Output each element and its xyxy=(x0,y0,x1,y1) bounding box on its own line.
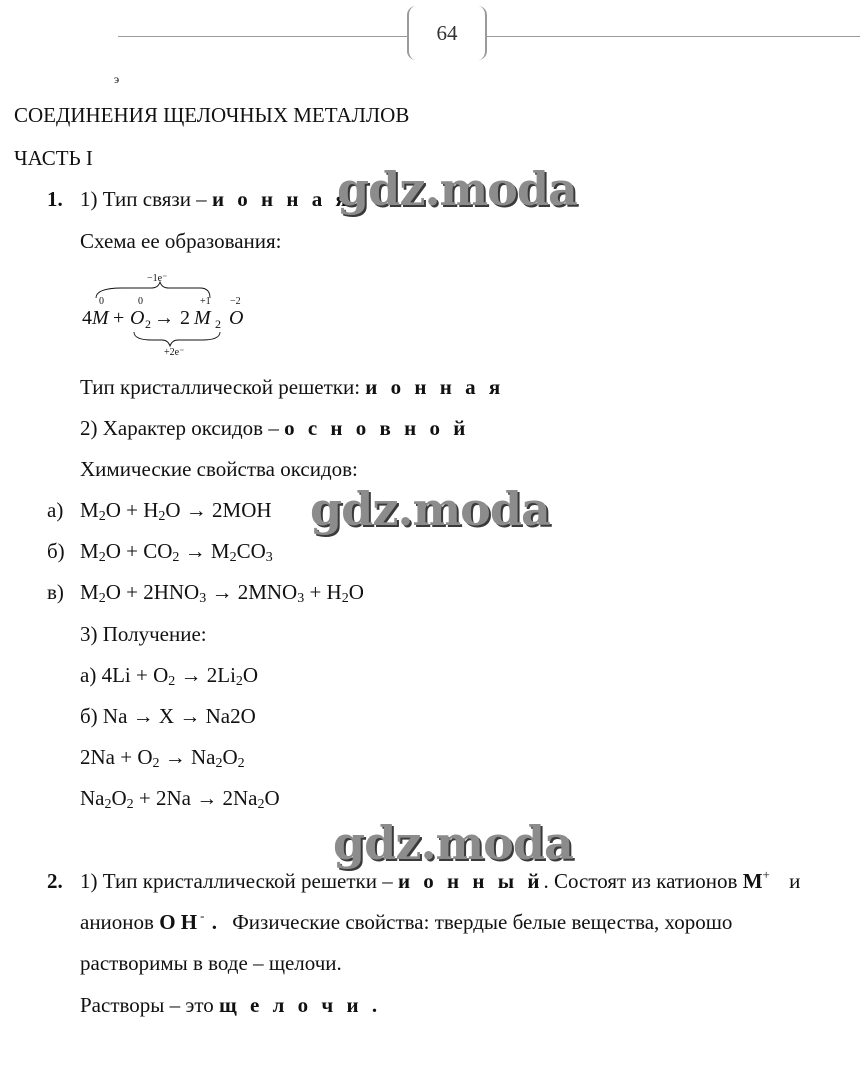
q2-line1-prefix: 1) Тип кристаллической решетки – xyxy=(80,869,393,893)
section-title: СОЕДИНЕНИЯ ЩЕЛОЧНЫХ МЕТАЛЛОВ xyxy=(14,103,410,127)
reaction-c: $M_2O + 2HNO_3 \to 2MNO_3 + H_2O$ xyxy=(80,580,364,606)
scheme-o: O xyxy=(130,307,145,329)
page-number: 64 xyxy=(436,21,458,45)
q1-lattice-type: и о н н а я xyxy=(365,375,505,399)
header-rule-right xyxy=(487,36,860,37)
electron-transfer-scheme xyxy=(82,270,252,360)
q1-oxide-prefix: 2) Характер оксидов – xyxy=(80,416,279,440)
q2-anion: O H xyxy=(159,910,198,934)
q1-oxide-type: о с н о в н о й xyxy=(284,416,470,440)
q2-line2-dot: . xyxy=(211,910,217,934)
q2-line4-prefix: Растворы – это xyxy=(80,993,214,1017)
scheme-ox-m-right: +1 xyxy=(200,296,211,307)
q1-bond-prefix: 1) Тип связи – xyxy=(80,187,207,211)
q2-anion-charge: - xyxy=(200,908,205,923)
q2-line1-mid: . Состоят из катионов xyxy=(543,869,738,893)
header-rule-left xyxy=(118,36,407,37)
watermark-1: gdz.moda xyxy=(337,162,577,216)
obtain-a-marker: а) xyxy=(80,663,97,687)
scheme-o-sub: 2 xyxy=(145,317,151,331)
scheme-coef-m: 4 xyxy=(82,307,92,329)
q2-line-1 xyxy=(80,867,801,893)
q1-lattice-line xyxy=(80,377,504,398)
stray-mark: э xyxy=(114,72,120,86)
q1-bond-line xyxy=(80,189,351,210)
watermark-2: gdz.moda xyxy=(310,482,550,536)
reaction-b-marker: б) xyxy=(47,539,65,563)
q2-line1-end: и xyxy=(789,869,801,893)
q1-props-label: Химические свойства оксидов: xyxy=(80,457,358,481)
obtain-reaction-2: $Na_2O_2 + 2Na \to 2Na_2O$ xyxy=(80,786,280,812)
q2-line-3: растворимы в воде – щелочи. xyxy=(80,951,342,975)
q2-cation-charge: + xyxy=(762,867,770,882)
scheme-bottom-brace xyxy=(134,332,220,346)
scheme-ox-o-right: −2 xyxy=(230,296,241,307)
q1-lattice-prefix: Тип кристаллической решетки: xyxy=(80,375,361,399)
q2-solution-type: щ е л о ч и . xyxy=(219,993,382,1017)
scheme-top-label: −1e⁻ xyxy=(147,273,168,284)
reaction-a: $M_2O + H_2O \to 2MOH$ xyxy=(80,498,272,524)
question-1-number: 1. xyxy=(47,187,63,211)
q2-line2-rest: Физические свойства: твердые белые вещества, хорошо xyxy=(232,910,733,934)
scheme-m: M xyxy=(92,307,109,329)
scheme-ox-m-left: 0 xyxy=(99,296,104,307)
scheme-coef-product: 2 xyxy=(180,307,190,329)
watermark-3: gdz.moda xyxy=(333,816,573,870)
scheme-plus: + xyxy=(113,307,125,329)
q2-line-4 xyxy=(80,995,381,1016)
q1-obtain-label: 3) Получение: xyxy=(80,622,207,646)
q2-lattice-type: и о н н ы й xyxy=(397,869,544,893)
q1-scheme-label: Схема ее образования: xyxy=(80,229,282,253)
q1-bond-type: и о н н а я xyxy=(211,187,351,211)
q2-cation: M xyxy=(742,869,763,893)
reaction-c-marker: в) xyxy=(47,580,64,604)
question-2-number: 2. xyxy=(47,869,63,893)
q1-oxide-line xyxy=(80,418,469,439)
page-number-frame xyxy=(407,6,487,60)
scheme-top-brace xyxy=(96,282,210,298)
obtain-reaction-1: $2Na + O_2 \to Na_2O_2$ xyxy=(80,745,245,771)
scheme-arrow: → xyxy=(154,307,174,329)
reaction-a-marker: а) xyxy=(47,498,64,522)
obtain-b: б) Na → X → Na2O xyxy=(80,704,256,728)
reaction-b: $M_2O + CO_2 \to M_2CO_3$ xyxy=(80,539,273,565)
scheme-product-m-sub: 2 xyxy=(215,317,221,331)
section-part: ЧАСТЬ I xyxy=(14,146,93,170)
obtain-a: а) $4Li + O_2 \to 2Li_2O$ xyxy=(80,663,259,689)
scheme-bottom-label: +2e⁻ xyxy=(164,347,185,358)
scheme-product-o: O xyxy=(229,307,244,329)
q2-line-2 xyxy=(80,908,733,934)
scheme-ox-o-left: 0 xyxy=(138,296,143,307)
scheme-product-m: M xyxy=(194,307,211,329)
q2-line2-prefix: анионов xyxy=(80,910,154,934)
